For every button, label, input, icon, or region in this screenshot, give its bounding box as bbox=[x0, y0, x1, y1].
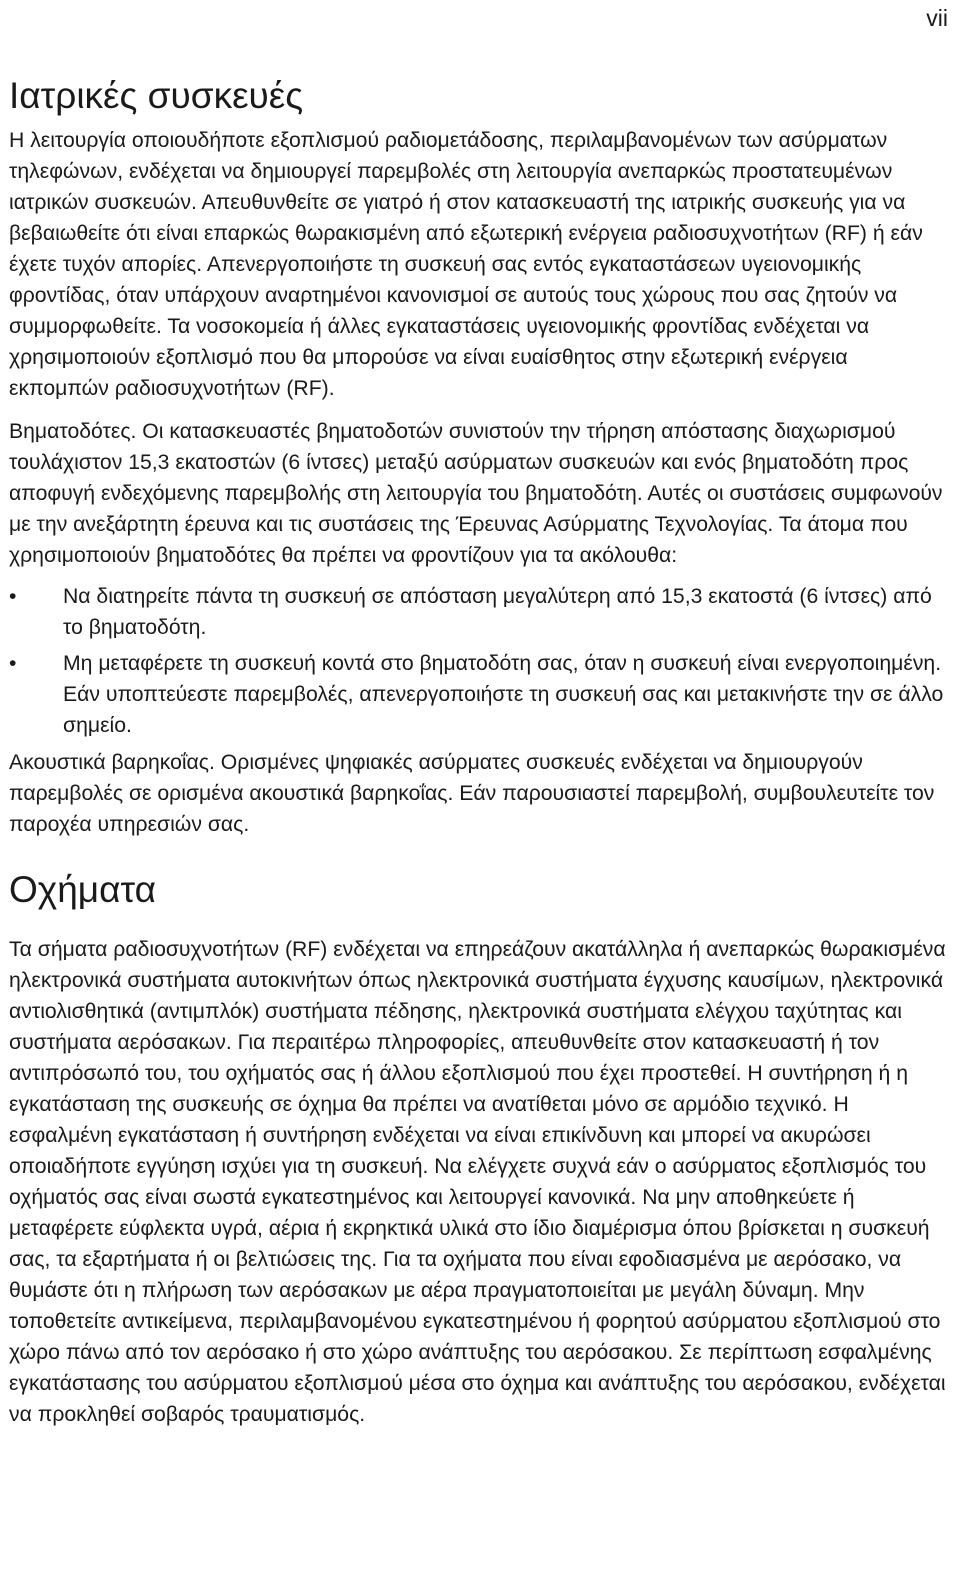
document-body bbox=[9, 72, 951, 1430]
page-number: vii bbox=[926, 5, 948, 31]
list-item bbox=[9, 581, 951, 643]
list-item-text: Μη μεταφέρετε τη συσκευή κοντά στο βηματοδότη σας, όταν η συσκευή είναι ενεργοποιημένη. Εάν υποπτεύεστε παρεμβολές, απενεργοποιήστε τη συσκευή σας και μετακινήστε την σε άλλο σημείο. bbox=[63, 652, 944, 737]
list-item-text: Να διατηρείτε πάντα τη συσκευή σε απόσταση μεγαλύτερη από 15,3 εκατοστά (6 ίντσες) από το βηματοδότη. bbox=[63, 585, 932, 639]
section-title-vehicles: Οχήματα bbox=[9, 869, 156, 910]
paragraph-medical-intro: Η λειτουργία οποιουδήποτε εξοπλισμού ραδιομετάδοσης, περιλαμβανομένων των ασύρματων τηλεφώνων, ενδέχεται να δημιουργεί παρεμβολές στη λειτουργία ανεπαρκώς προστατευμένων ιατρικών συσκευών. Απευθυνθείτε σε γιατρό ή στον κατασκευαστή της ιατρικής συσκευής για να βεβαιωθείτε ότι είναι επαρκώς θωρακισμένη από εξωτερική ενέργεια ραδιοσυχνοτήτων (RF) ή εάν έχετε τυχόν απορίες. Απενεργοποιήστε τη συσκευή σας εντός εγκαταστάσεων υγειονομικής φροντίδας, όταν υπάρχουν αναρτημένοι κανονισμοί σε αυτούς τους χώρους που σας ζητούν να συμμορφωθείτε. Τα νοσοκομεία ή άλλες εγκαταστάσεις υγειονομικής φροντίδας ενδέχεται να χρησιμοποιούν εξοπλισμό που θα μπορούσε να είναι ευαίσθητος στην εξωτερική ενέργεια εκπομπών ραδιοσυχνοτήτων (RF). bbox=[9, 129, 923, 400]
paragraph-pacemakers: Βηματοδότες. Οι κατασκευαστές βηματοδοτών συνιστούν την τήρηση απόστασης διαχωρισμού τουλάχιστον 15,3 εκατοστών (6 ίντσες) μεταξύ ασύρματων συσκευών και ενός βηματοδότη προς αποφυγή ενδεχόμενης παρεμβολής στη λειτουργία του βηματοδότη. Αυτές οι συστάσεις συμφωνούν με την ανεξάρτητη έρευνα και τις συστάσεις της Έρευνας Ασύρματης Τεχνολογίας. Τα άτομα που χρησιμοποιούν βηματοδότες θα πρέπει να φροντίζουν για τα ακόλουθα: bbox=[9, 420, 943, 567]
list-item bbox=[9, 648, 951, 741]
bullet-icon: • bbox=[9, 652, 17, 675]
paragraph-vehicles: Τα σήματα ραδιοσυχνοτήτων (RF) ενδέχεται να επηρεάζουν ακατάλληλα ή ανεπαρκώς θωρακισμένα ηλεκτρονικά συστήματα αυτοκινήτων όπως ηλεκτρονικά συστήματα έγχυσης καυσίμων, ηλεκτρονικά αντιολισθητικά (αντιμπλόκ) συστήματα πέδησης, ηλεκτρονικά συστήματα ελέγχου ταχύτητας και συστήματα αερόσακων. Για περαιτέρω πληροφορίες, απευθυνθείτε στον κατασκευαστή ή τον αντιπρόσωπό του, του οχήματός σας ή άλλου εξοπλισμού που έχει προστεθεί. Η συντήρηση ή η εγκατάσταση της συσκευής σε όχημα θα πρέπει να ανατίθεται μόνο σε αρμόδιο τεχνικό. Η εσφαλμένη εγκατάσταση ή συντήρηση ενδέχεται να είναι επικίνδυνη και μπορεί να ακυρώσει οποιαδήποτε εγγύηση ισχύει για τη συσκευή. Να ελέγχετε συχνά εάν ο ασύρματος εξοπλισμός του οχήματός σας είναι σωστά εγκατεστημένος και λειτουργεί κανονικά. Να μην αποθηκεύετε ή μεταφέρετε εύφλεκτα υγρά, αέρια ή εκρηκτικά υλικά στο ίδιο διαμέρισμα όπου βρίσκεται η συσκευή σας, τα εξαρτήματα ή οι βελτιώσεις της. Για τα οχήματα που είναι εφοδιασμένα με αερόσακο, να θυμάστε ότι η πλήρωση των αερόσακων με αέρα πραγματοποιείται με μεγάλη δύναμη. Μην τοποθετείτε αντικείμενα, περιλαμβανομένου εγκατεστημένου ή φορητού ασύρματου εξοπλισμού στο χώρο πάνω από τον αερόσακο ή στο χώρο ανάπτυξης του αερόσακου. Σε περίπτωση εσφαλμένης εγκατάστασης του ασύρματου εξοπλισμού μέσα στο όχημα και ανάπτυξης του αερόσακου, ενδέχεται να προκληθεί σοβαρός τραυματισμός. bbox=[9, 938, 946, 1426]
pacemaker-bullet-list bbox=[9, 581, 951, 741]
bullet-icon: • bbox=[9, 585, 17, 608]
section-title-medical-devices: Ιατρικές συσκευές bbox=[9, 75, 304, 116]
paragraph-hearing-aids: Ακουστικά βαρηκοΐας. Ορισμένες ψηφιακές ασύρματες συσκευές ενδέχεται να δημιουργούν παρεμβολές σε ορισμένα ακουστικά βαρηκοΐας. Εάν παρουσιαστεί παρεμβολή, συμβουλευτείτε τον παροχέα υπηρεσιών σας. bbox=[9, 751, 935, 836]
